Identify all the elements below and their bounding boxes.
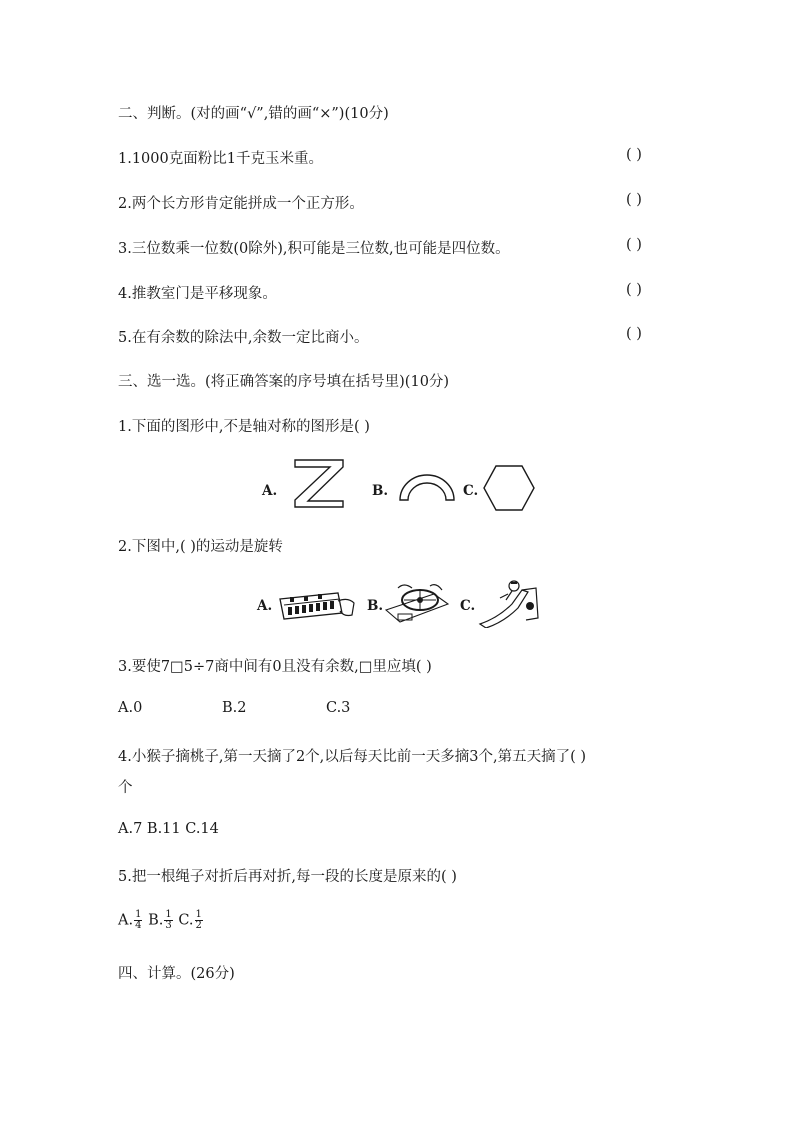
- judge-item-1: 1.1000克面粉比1千克玉米重。: [118, 151, 323, 167]
- section-3-title: 三、选一选。(将正确答案的序号填在括号里)(10分): [118, 374, 450, 390]
- q5-option-c-label: C.: [178, 912, 194, 929]
- z-shape-figure: [292, 457, 346, 509]
- arch-shape-figure: [398, 472, 456, 502]
- section-2-title: 二、判断。(对的画“√”,错的画“×”)(10分): [118, 106, 389, 122]
- judge-item-2: 2.两个长方形肯定能拼成一个正方形。: [118, 196, 364, 212]
- steering-wheel-figure: [384, 580, 450, 628]
- q4-options: A.7 B.11 C.14: [118, 821, 219, 837]
- judge-item-4: 4.推教室门是平移现象。: [118, 286, 277, 302]
- q5-option-b-label: B.: [148, 912, 164, 929]
- choice-q3-text: 3.要使7□5÷7商中间有0且没有余数,□里应填( ): [118, 659, 432, 675]
- q1-option-b-label: B.: [372, 483, 389, 499]
- q3-option-c: C.3: [326, 700, 351, 716]
- answer-paren-1[interactable]: ( ): [626, 147, 642, 163]
- abacus-figure: [276, 585, 356, 625]
- slide-figure: [478, 578, 540, 628]
- q1-option-a-label: A.: [262, 483, 278, 499]
- answer-paren-4[interactable]: ( ): [626, 282, 642, 298]
- q5-fraction-a: $\frac{1}{4}$: [135, 909, 142, 931]
- answer-paren-3[interactable]: ( ): [626, 237, 642, 253]
- q3-option-b: B.2: [222, 700, 247, 716]
- answer-paren-5[interactable]: ( ): [626, 326, 642, 342]
- q3-option-a: A.0: [118, 700, 143, 716]
- hexagon-figure: [482, 464, 536, 512]
- q5-option-a-label: A.: [118, 912, 134, 929]
- section-4-title: 四、计算。(26分): [118, 966, 235, 982]
- q5-fraction-c: $\frac{1}{2}$: [195, 909, 202, 931]
- judge-item-5: 5.在有余数的除法中,余数一定比商小。: [118, 330, 369, 346]
- q5-fraction-b: $\frac{1}{3}$: [165, 909, 172, 931]
- choice-q1-text: 1.下面的图形中,不是轴对称的图形是( ): [118, 419, 370, 435]
- q5-options: [118, 910, 204, 931]
- choice-q4-text-line2: 个: [118, 780, 133, 796]
- judge-item-3: 3.三位数乘一位数(0除外),积可能是三位数,也可能是四位数。: [118, 241, 510, 257]
- q2-option-c-label: C.: [460, 598, 476, 614]
- q1-option-c-label: C.: [463, 483, 479, 499]
- answer-paren-2[interactable]: ( ): [626, 192, 642, 208]
- q2-option-b-label: B.: [367, 598, 384, 614]
- choice-q4-text-line1: 4.小猴子摘桃子,第一天摘了2个,以后每天比前一天多摘3个,第五天摘了( ): [118, 749, 587, 765]
- q2-option-a-label: A.: [257, 598, 273, 614]
- choice-q5-text: 5.把一根绳子对折后再对折,每一段的长度是原来的( ): [118, 869, 457, 885]
- choice-q2-text: 2.下图中,( )的运动是旋转: [118, 539, 283, 555]
